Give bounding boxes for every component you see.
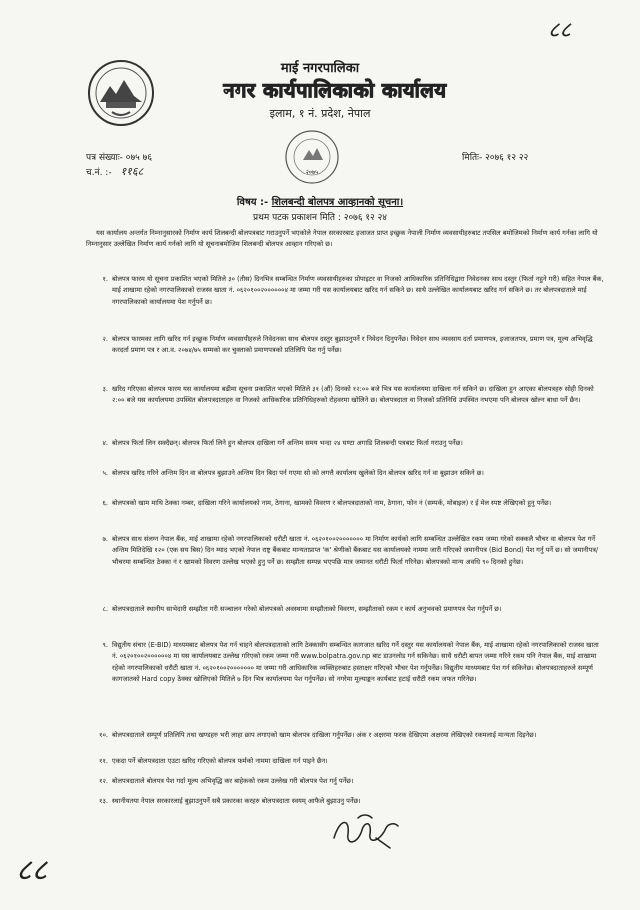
item-text: बोलपत्रको खाम माथि ठेक्का नम्बर, दाखिला गरिने कार्यालयको नाम, ठेगाना, खामको विवरण र बोलपत्रदाताको नाम, ठेगाना, फोन नं (सम्पर्क, मोबाइल) र ई मेल स्पष्ट लेखिएको हुनु पर्नेछ। [112,499,552,507]
office-address: इलाम, १ नं. प्रदेश, नेपाल [269,107,371,120]
item-number: २. [102,335,108,343]
item-text: बोलपत्र फारम यो सूचना प्रकाशित भएको मितिले ३० (तीस) दिनभित्र सम्बन्धित निर्माण व्यवसायीहरुका प्रोपाइटर वा निजको आधिकारिक प्रतिनिधिद्वारा निवेदनका साथ दस्तुर (फिर्ता नहुने गरी) सहित नेपाल बैंक, माई शाखामा रहेको नगरपालिकाको राजस्व खाता नं. ०६२०१००२००००००४ मा जम्मा गरी यस कार्यालयबाट खरिद गर्न सकिने छ। साथै उल्लेखित कार्यालयबाट खरिद गर्न सकिने छ। तर बोलपत्रदाताले माई नगरपालिकाको कार्यालयमा पेश गर्नुपर्ने छ। [112,275,604,306]
subject-prefix: विषय :- [236,197,269,208]
handwritten-page-number: ८८ [548,18,571,43]
item-text: बोलपत्रदाताले सम्पूर्ण प्रतिलिपि तथा खण्डहरु भरी लाहा छाप लगाएको खाम बोलपत्र दाखिला गर्नुपर्नेछ। अंक र अक्षरमा फरक देखिएमा अक्षरमा लेखिएको रकमलाई मान्यता दिइनेछ। [112,731,537,739]
letter-date: मितिः- २०७६ १२ २२ [462,153,529,163]
item-text: बोलपत्रदाताले स्थानीय साभेदारी सम्झौता गरी सञ्चालन गरेको बोलपत्रको अवस्थामा सम्झौताको विवरण, सम्झौताको रकम र कार्य अनुभवको प्रमाणपत्र पेश गर्नुपर्ने छ। [112,605,502,613]
subject-text: शिलबन्दी बोलपत्र आव्हानको सूचना। [271,197,404,208]
dispatch-number-row [86,164,143,179]
item-number: ८. [102,605,108,613]
item-number: १३. [99,797,108,805]
item-number: १०. [99,731,108,739]
item-number: ७. [102,535,108,543]
item-text: स्थानीयतया नेपाल सरकारलाई बुझाउनुपर्ने सबै प्रकारका करहरु बोलपत्रदाता स्वयम् आफैले बुझाउनु पर्नेछ। [112,797,361,805]
notice-subject [0,194,640,208]
intro-paragraph: यस कार्यालय अन्तर्गत निम्नानुसारको निर्माण कार्य शिलबन्दी बोलपत्रबाट गराउनुपर्ने भएकोले नेपाल सरकारबाट इजाजत प्राप्त इच्छुक नेपाली निर्माण व्यवसायीहरुबाट तपसिल बमोजिमको निर्माण कार्य गर्नका लागि यो निम्नानुसार उल्लेखित निर्माण कार्य गर्नको लागि यो सूचनाबमोजिम शिलबन्दी बोलपत्र आव्हान गरिएको छ। [86,229,598,249]
item-number: ११. [99,757,108,765]
item-text: बोलपत्र साथ संलग्न नेपाल बैंक, माई शाखामा रहेको नगरपालिकाको धरौटी खाता नं. ०६२०१००२००००००० मा निर्माण कार्यको लागि सम्बन्धित उल्लेखित रकम जम्मा गरेको सक्कलै भौचर वा बोलपत्र पेश गर्ने अन्तिम मितिदेखि १२० (एक सय बिस) दिन म्याद भएको नेपाल राष्ट्र बैंकबाट मान्यताप्राप्त 'क' श्रेणीको बैंकबाट यस कार्यालयको नाममा जारी गरिएको जमानीपत्र (Bid Bond) पेश गर्नु पर्ने छ। सो जमानीपत्र/भौचरमा सम्बन्धित ठेक्का नं र खामको विवरण उल्लेख भएको हुनु पर्ने छ। सम्झौता सम्पन्न भएपछि मात्र जमानत धरौटी फिर्ता गरिनेछ। बोलपत्रको मान्य अवधि ९० दिनको हुनेछ। [112,535,599,566]
item-text: एकदा पर्ने बोलपत्रदाता एउटा खरिद गरिएको बोलपत्र फर्मको नाममा दाखिला गर्न पाइने छैन। [112,757,328,765]
item-text: बोलपत्र फारमका लागि खरिद गर्न इच्छुक निर्माण व्यवसायीहरुले निवेदनका साथ बोलपत्र दस्तुर बुझाउनुपर्ने र निवेदन दिनुपर्नेछ। निवेदन साथ व्यवसाय दर्ता प्रमाणपत्र, इजाजतपत्र, प्रमाण पत्र, मूल्य अभिवृद्धि करदर्ता प्रमाण पत्र र आ.व. २०७४/७५ सम्मको कर चुक्ताको प्रमाणपत्रको प्रतिलिपि पेश गर्नु पर्नेछ। [112,335,593,355]
office-seal-icon [283,128,341,186]
item-text: बोलपत्र फिर्ता लिन सक्दैछन्। बोलपत्र फिर्ता लिने हुन बोलपत्र दाखिला गर्ने अन्तिम समय भन्दा २४ घण्टा अगाडि शिलबन्दी पत्रबाट फिर्ता गराउनु पर्नेछ। [112,439,463,447]
dispatch-number-handwritten: ११६८ [120,165,144,178]
item-text: बोलपत्र खरिद गरिने अन्तिम दिन वा बोलपत्र बुझाउने अन्तिम दिन बिदा पर्न गएमा सो को लगत्तै कार्यालय खुलेको दिन बोलपत्र खरिद गर्न वा बुझाउन सकिने छ। [112,469,484,477]
item-number: ३. [102,385,108,393]
seal-year: २०७५ [305,169,319,176]
item-text: विद्युतीय संचार (E-BID) माध्यमबाट बोलपत्र पेश गर्न चाहने बोलपत्रदाताको लागि ठेक्कासँग सम्बन्धित कागजात खरिद गर्ने दस्तुर यस कार्यालयको नेपाल बैंक, माई शाखामा रहेको नगरपालिकाको राजस्व खाता नं. ०६२०१००२००००००४ मा यस कार्यालयबाट उल्लेख गरिएको रकम जम्मा गरी www.bolpatra.gov.np बाट डाउनलोड गर्न सकिनेछ। साथै धरौटी बापत जम्मा गरिने रकम पनि नेपाल बैंक, माई शाखामा रहेको नगरपालिकाको धरौटी खाता नं. ०६२०१००२००००००० मा जम्मा गरी आधिकारिक व्यक्तिहरुबाट हस्ताक्षर गरिएको भौचर पेश गर्नुपर्नेछ। विद्युतीय माध्यमबाट पेश गर्न सकिनेछ। बोलपत्रदाताहरुले सम्पूर्ण कागजातको Hard copy ठेक्का खोलिएको मितिले ७ दिन भित्र कार्यालयमा पेश गर्नुपर्नेछ। सो नगरेमा मूल्याङ्कन कार्यबाट हटाई धरौटी रकम जफत गरिनेछ। [112,641,599,684]
handwritten-bottom-number: ८८ [16,853,48,888]
office-title: नगर कार्यपालिकाको कार्यालय [223,78,447,102]
item-number: ६. [102,499,108,507]
item-text: बोलपत्रदाताले बोलपत्र पेश गर्दा मूल्य अभिवृद्धि कर बाहेकको रकम उल्लेख गरी बोलपत्र पेश गर्नु पर्नेछ। [112,777,354,785]
item-number: १. [102,275,108,283]
municipality-name: माई नगरपालिका [280,61,360,76]
item-number: ५. [102,469,108,477]
item-number: ४. [102,439,108,447]
signature-icon [328,808,408,854]
item-number: ९. [102,641,108,649]
first-publication-date: प्रथम पटक प्रकाशन मिति : २०७६ १२ २४ [253,213,387,223]
dispatch-number-label: च.नं. :- [86,168,112,178]
letter-number: पत्र संख्याः- ०७५ ७६ [86,153,153,163]
item-number: १२. [99,777,108,785]
item-text: खरिद गरिएका बोलपत्र फारम यस कार्यालयमा बढीमा सूचना प्रकाशित भएको मितिले ३१ (औं) दिनको १२:०० बजे भित्र यस कार्यालयमा दाखिला गर्न सकिने छ। दाखिला हुन आएका बोलपत्रहरु सोही दिनको २:०० बजे यस कार्यालयमा उपस्थित बोलपत्रदाताहरु वा निजको आधिकारिक प्रतिनिधिहरुको रोहवरमा खोलिने छ। बोलपत्रदाता वा निजको प्रतिनिधि उपस्थित नभएमा पनि बोलपत्र खोल्न बाधा पर्ने छैन। [112,385,594,405]
